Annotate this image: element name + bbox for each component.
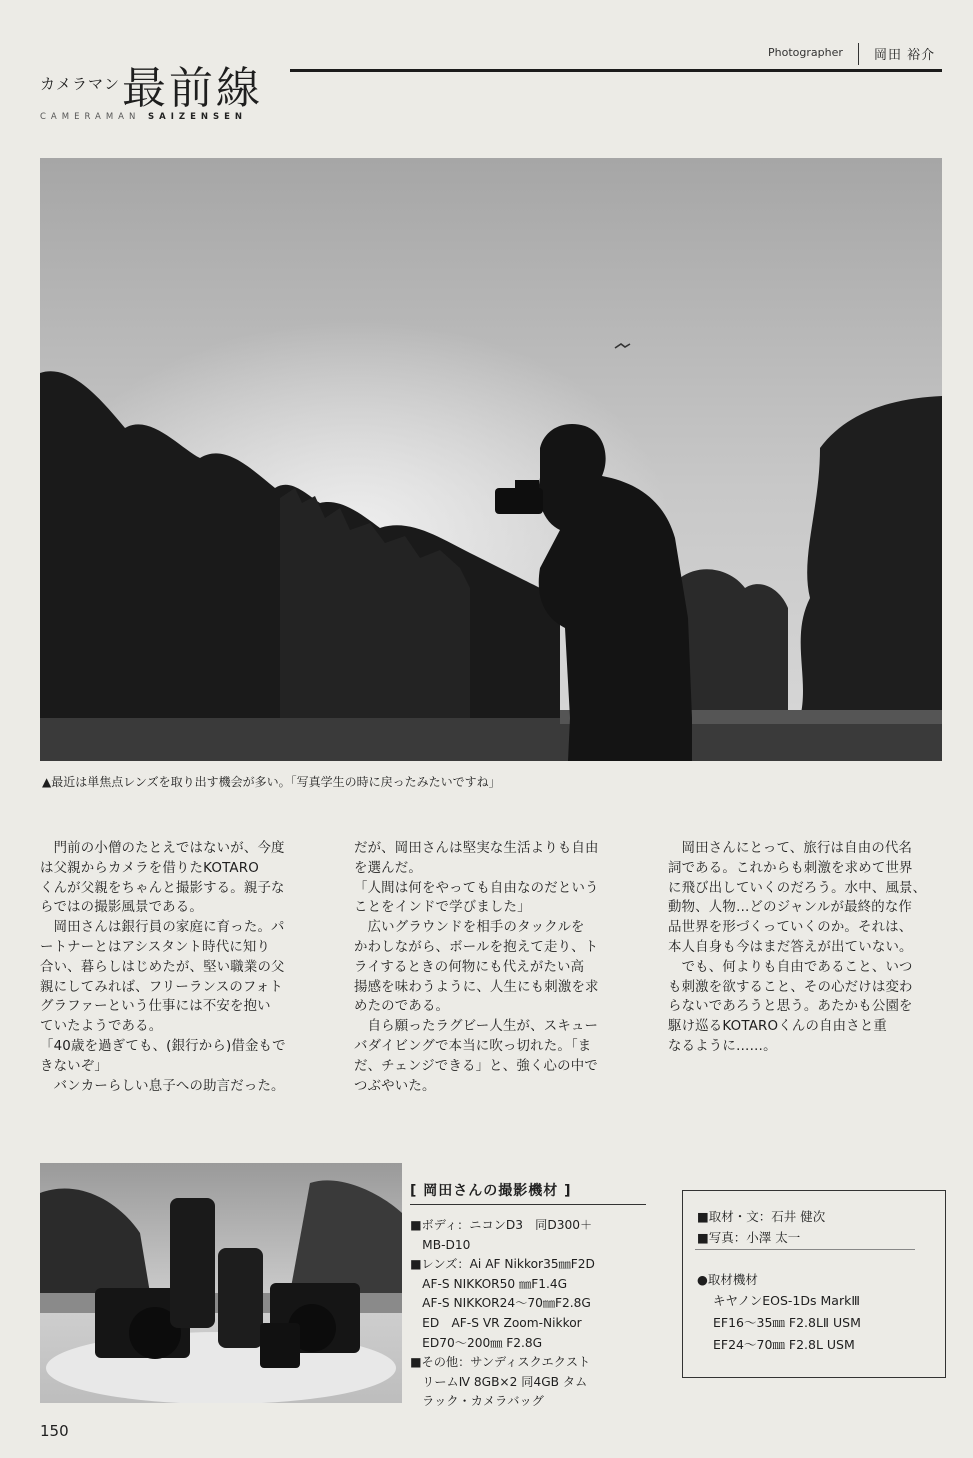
header-role: Photographer xyxy=(768,46,843,59)
body-column-1: 門前の小僧のたとえではないが、今度 は父親からカメラを借りたKOTARO くんが父親をちゃんと撮影する。親子な らではの撮影風景である。 岡田さんは銀行員の家庭に育った。パ ートナーとはアシスタント時代に知り 合い、暮らしはじめたが、堅い職業の父 親にしてみれば、フリーランスのフォト グラファーという仕事には不安を抱い ていたようである。 「40歳を過ぎても、(銀行から)借金もで きないぞ」 バンカーらしい息子への助言だった。 xyxy=(40,841,286,1094)
header-title: 最前線 xyxy=(122,63,263,114)
equipment-heading: [ 岡田さんの撮影機材 ] xyxy=(410,1183,572,1199)
credit-gear-item: EF24～70㎜ F2.8L USM xyxy=(713,1337,855,1352)
header-rule xyxy=(290,69,942,72)
credits-box xyxy=(682,1190,946,1378)
credit-gear-heading: ●取材機材 xyxy=(697,1272,758,1287)
page-number: 150 xyxy=(40,1422,69,1440)
equipment-heading-rule xyxy=(410,1204,646,1205)
credit-gear-item: EF16～35㎜ F2.8LⅡ USM xyxy=(713,1315,861,1330)
header-roman-a: CAMERAMAN xyxy=(40,112,141,122)
header-photographer-name: 岡田 裕介 xyxy=(874,48,936,63)
header-romanized xyxy=(40,112,247,122)
main-photo xyxy=(40,158,942,761)
equipment-list: ■ボディ：ニコンD3 同D300＋ MB-D10 ■レンズ：Ai AF Nikkor35㎜F2D AF-S NIKKOR50 ㎜F1.4G AF-S NIKKOR24～70㎜F2.8G ED AF-S VR Zoom-Nikkor ED70～200㎜ F2.8G ■その他：サンディスクエクスト リームⅣ 8GB×2 同4GB タム ラック・カメラバッグ xyxy=(410,1218,595,1409)
body-column-3: 岡田さんにとって、旅行は自由の代名 詞である。これからも刺激を求めて世界 に飛び出していくのだろう。水中、風景、 動物、人物…どのジャンルが最終的な作 品世界を形づくっていくのか。それは、 本人自身も今はまだ答えが出ていない。 でも、何よりも自由であること、いつ も刺激を欲すること、その心だけは変わ らないであろうと思う。あたかも公園を 駆け巡るKOTAROくんの自由さと重 なるように……。 xyxy=(668,841,927,1054)
equipment-photo-image xyxy=(40,1163,402,1403)
credit-photo: ■写真：小澤 太一 xyxy=(697,1230,801,1245)
main-photo-image xyxy=(40,158,942,761)
header-roman-b: SAIZENSEN xyxy=(148,112,248,122)
header-separator xyxy=(858,43,859,65)
credit-gear-item: キヤノンEOS-1Ds MarkⅢ xyxy=(713,1293,860,1308)
header-kana: カメラマン xyxy=(40,75,121,93)
equipment-photo xyxy=(40,1163,402,1403)
main-photo-caption: ▲最近は単焦点レンズを取り出す機会が多い。「写真学生の時に戻ったみたいですね」 xyxy=(42,775,501,789)
credits-divider xyxy=(695,1249,915,1250)
body-column-2: だが、岡田さんは堅実な生活よりも自由 を選んだ。 「人間は何をやっても自由なのだという ことをインドで学びました」 広いグラウンドを相手のタックルを かわしながら、ボールを抱えて走り、ト ライするときの何物にも代えがたい高 揚感を味わうように、人生にも刺激を求 めたのである。 自ら願ったラグビー人生が、スキュー バダイビングで本当に吹っ切れた。「ま だ、チェンジできる」と、強く心の中で つぶやいた。 xyxy=(354,841,599,1094)
credit-writer: ■取材・文：石井 健次 xyxy=(697,1209,826,1224)
